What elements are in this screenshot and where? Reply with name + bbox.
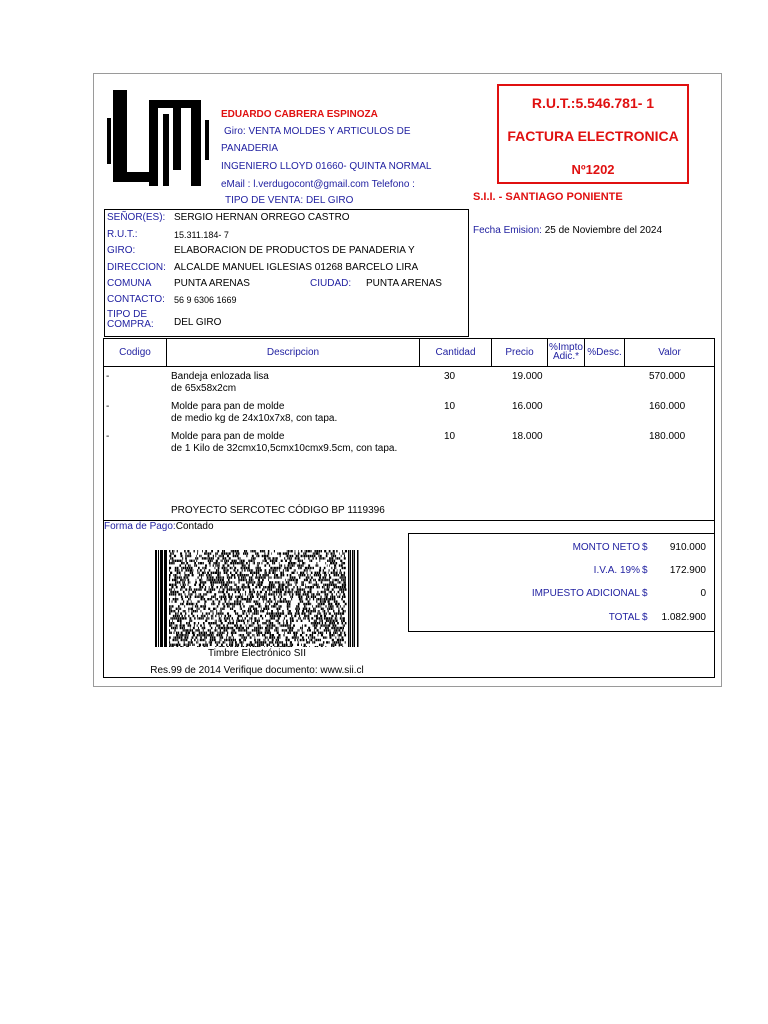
total-neto-value: 910.000 xyxy=(669,542,706,553)
row-2-precio: 16.000 xyxy=(512,401,543,412)
document-type: FACTURA ELECTRONICA xyxy=(507,128,679,144)
invoice-id-box xyxy=(497,84,689,184)
row-1-desc-line1: Bandeja enlozada lisa xyxy=(171,371,269,382)
client-contacto-value: 56 9 6306 1669 xyxy=(174,295,237,305)
row-1-codigo: - xyxy=(106,371,110,382)
total-label: TOTAL xyxy=(608,612,640,623)
client-tipo-value: DEL GIRO xyxy=(174,317,222,328)
total-currency: $ xyxy=(642,612,648,623)
row-2-cantidad: 10 xyxy=(444,401,456,412)
row-3-cantidad: 10 xyxy=(444,431,456,442)
client-senores-value: SERGIO HERNAN ORREGO CASTRO xyxy=(174,212,350,223)
total-iva-label: I.V.A. 19% xyxy=(593,565,640,576)
total-iva-value: 172.900 xyxy=(669,565,706,576)
client-direccion-value: ALCALDE MANUEL IGLESIAS 01268 BARCELO LIRA xyxy=(174,262,419,273)
client-ciudad-value: PUNTA ARENAS xyxy=(366,278,442,289)
client-contacto-label: CONTACTO: xyxy=(107,294,165,305)
row-1-desc-line2: de 65x58x2cm xyxy=(171,383,237,394)
client-giro-label: GIRO: xyxy=(107,245,136,256)
total-neto-label: MONTO NETO xyxy=(572,542,640,553)
client-tipo-label-2: COMPRA: xyxy=(107,319,154,330)
row-1-precio: 19.000 xyxy=(512,371,543,382)
client-direccion-label: DIRECCION: xyxy=(107,262,166,273)
header-descripcion: Descripcion xyxy=(266,346,320,358)
stamp-caption: Timbre Electrónico SII xyxy=(208,648,306,659)
row-1-cantidad: 30 xyxy=(444,371,456,382)
total-adicional-currency: $ xyxy=(642,588,648,599)
client-comuna-value: PUNTA ARENAS xyxy=(174,278,250,289)
header-impto xyxy=(548,340,584,364)
stamp-resolution: Res.99 de 2014 Verifique documento: www.sii.cl xyxy=(150,665,364,676)
total-value: 1.082.900 xyxy=(661,612,706,623)
emission-date-value: 25 de Noviembre del 2024 xyxy=(544,225,663,236)
table-header-divider xyxy=(103,366,715,367)
issuer-giro-cont: PANADERIA xyxy=(221,143,279,154)
row-3-desc-line1: Molde para pan de molde xyxy=(171,431,285,442)
header-valor: Valor xyxy=(658,346,681,358)
header-cantidad: Cantidad xyxy=(435,346,476,358)
client-senores-label: SEÑOR(ES): xyxy=(107,212,166,223)
table-note: PROYECTO SERCOTEC CÓDIGO BP 1119396 xyxy=(171,505,385,516)
row-3-valor: 180.000 xyxy=(649,431,686,442)
emission-date xyxy=(473,225,662,236)
issuer-name: EDUARDO CABRERA ESPINOZA xyxy=(221,109,378,120)
payment-value: Contado xyxy=(175,521,214,532)
client-rut-label: R.U.T.: xyxy=(107,229,138,240)
issuer-sale-type: TIPO DE VENTA: DEL GIRO xyxy=(225,195,354,206)
row-2-desc-line2: de medio kg de 24x10x7x8, con tapa. xyxy=(171,413,338,424)
header-impto-1: %Impto xyxy=(549,342,583,353)
client-giro-value: ELABORACION DE PRODUCTOS DE PANADERIA Y xyxy=(174,245,415,256)
invoice-number: Nº1202 xyxy=(571,162,615,177)
sii-office: S.I.I. - SANTIAGO PONIENTE xyxy=(473,191,623,203)
issuer-contact: eMail : l.verdugocont@gmail.com Telefono : xyxy=(221,179,415,190)
company-logo xyxy=(105,90,211,190)
electronic-stamp-barcode xyxy=(155,550,359,647)
row-2-codigo: - xyxy=(106,401,110,412)
client-comuna-label: COMUNA xyxy=(107,278,152,289)
row-2-valor: 160.000 xyxy=(649,401,686,412)
client-tipo-label-1: TIPO DE xyxy=(107,309,148,320)
header-codigo: Codigo xyxy=(119,346,151,358)
client-tipo-label xyxy=(107,310,154,330)
issuer-rut: R.U.T.:5.546.781- 1 xyxy=(531,95,655,111)
total-adicional-label: IMPUESTO ADICIONAL xyxy=(531,588,640,599)
client-ciudad-label: CIUDAD: xyxy=(310,278,352,289)
issuer-giro: Giro: VENTA MOLDES Y ARTICULOS DE xyxy=(224,126,411,137)
issuer-address: INGENIERO LLOYD 01660- QUINTA NORMAL xyxy=(221,161,432,172)
payment-label: Forma de Pago: xyxy=(104,521,176,532)
payment-method xyxy=(104,521,214,533)
row-3-precio: 18.000 xyxy=(512,431,543,442)
row-2-desc-line1: Molde para pan de molde xyxy=(171,401,285,412)
row-3-desc xyxy=(171,431,397,455)
client-rut-value: 15.311.184- 7 xyxy=(174,230,229,240)
row-1-valor: 570.000 xyxy=(649,371,686,382)
header-precio: Precio xyxy=(505,346,534,358)
total-neto-currency: $ xyxy=(642,542,648,553)
total-iva-currency: $ xyxy=(642,565,648,576)
emission-date-label: Fecha Emision: xyxy=(473,225,542,236)
total-adicional-value: 0 xyxy=(700,588,706,599)
row-2-desc xyxy=(171,401,337,425)
header-impto-2: Adic.* xyxy=(552,351,580,362)
header-desc: %Desc. xyxy=(587,346,622,358)
row-1-desc xyxy=(171,371,269,395)
row-3-codigo: - xyxy=(106,431,110,442)
row-3-desc-line2: de 1 Kilo de 32cmx10,5cmx10cmx9.5cm, con tapa. xyxy=(171,443,398,454)
client-box xyxy=(104,209,469,337)
